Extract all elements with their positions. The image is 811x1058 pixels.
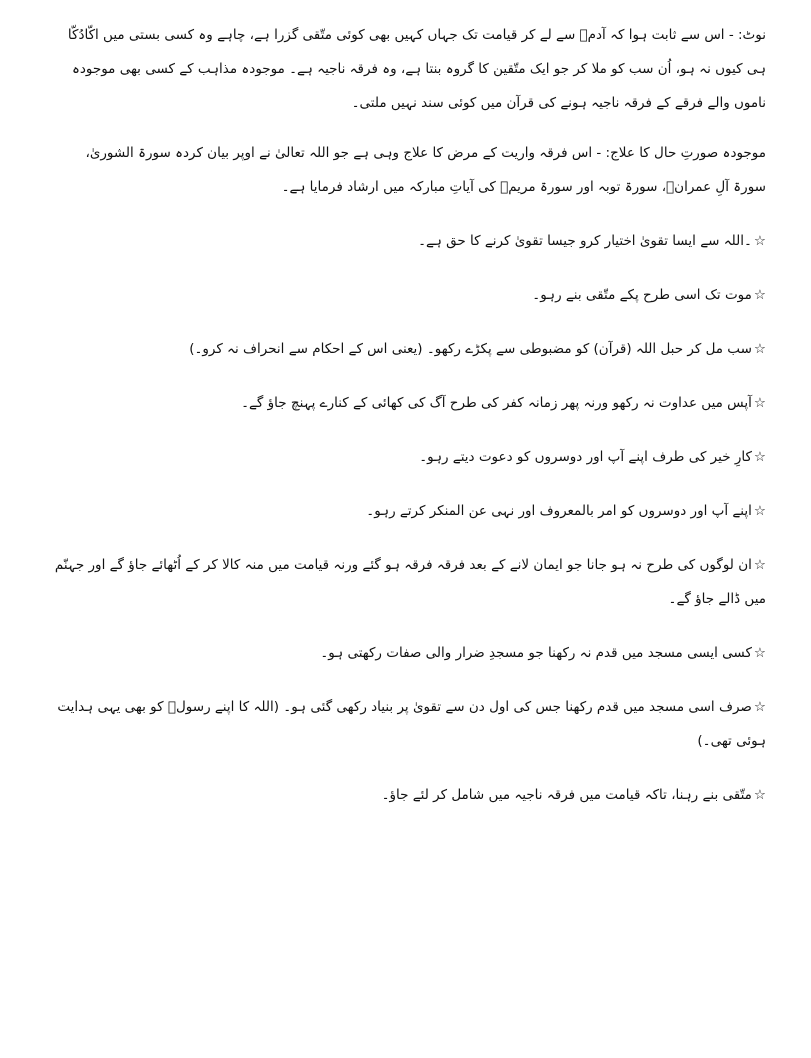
list-item-text: کارِ خیر کی طرف اپنے آپ اور دوسروں کو دعوت دیتے رہو۔ <box>419 449 752 465</box>
list-item <box>50 440 766 474</box>
list-item <box>50 636 766 670</box>
document-page <box>50 18 766 812</box>
star-icon: ☆ <box>753 645 766 661</box>
list-item-text: صرف اسی مسجد میں قدم رکھنا جس کی اول دن سے تقویٰ پر بنیاد رکھی گئی ہو۔ (اللہ کا اپنے رسولؐ کو بھی یہی ہدایت ہوئی تھی۔) <box>57 699 766 749</box>
remedy-paragraph: موجودہ صورتِ حال کا علاج: - اس فرقہ واریت کے مرض کا علاج وہی ہے جو اللہ تعالیٰ نے اوپر بیان کردہ سورۃ الشوریٰ، سورۃ آلِ عمرانؑ، سورۃ توبہ اور سورۃ مریمؑ کی آیاتِ مبارکہ میں ارشاد فرمایا ہے۔ <box>85 145 766 195</box>
list-item <box>50 494 766 528</box>
star-icon: ☆ <box>753 557 766 573</box>
list-item-text: ۔اللہ سے ایسا تقویٰ اختیار کرو جیسا تقویٰ کرنے کا حق ہے۔ <box>418 233 752 249</box>
list-item <box>50 548 766 616</box>
list-item <box>50 690 766 758</box>
list-item-text: آپس میں عداوت نہ رکھو ورنہ پھر زمانہ کفر کی طرح آگ کی کھائی کے کنارے پہنچ جاؤ گے۔ <box>241 395 752 411</box>
star-icon: ☆ <box>753 287 766 303</box>
list-item-text: ان لوگوں کی طرح نہ ہو جانا جو ایمان لانے کے بعد فرقہ فرقہ ہو گئے ورنہ قیامت میں منہ کالا کر کے اُٹھائے جاؤ گے اور جہنّم میں ڈالے جاؤ گے۔ <box>54 557 766 607</box>
list-item <box>50 778 766 812</box>
list-item <box>50 224 766 258</box>
list-item <box>50 386 766 420</box>
list-item-text: کسی ایسی مسجد میں قدم نہ رکھنا جو مسجدِ ضرار والی صفات رکھتی ہو۔ <box>320 645 752 661</box>
guidance-list <box>50 224 766 812</box>
list-item-text: اپنے آپ اور دوسروں کو امر بالمعروف اور نہی عن المنکر کرتے رہو۔ <box>366 503 752 519</box>
list-item-text: متّقی بنے رہنا، تاکہ قیامت میں فرقہ ناجیہ میں شامل کر لئے جاؤ۔ <box>381 787 752 803</box>
list-item <box>50 278 766 312</box>
star-icon: ☆ <box>753 233 766 249</box>
star-icon: ☆ <box>753 787 766 803</box>
list-item-text: موت تک اسی طرح پکے متّقی بنے رہو۔ <box>532 287 752 303</box>
paragraph-gap <box>50 120 766 136</box>
list-item-text: سب مل کر حبل اللہ (قرآن) کو مضبوطی سے پکڑے رکھو۔ (یعنی اس کے احکام سے انحراف نہ کرو۔) <box>189 341 752 357</box>
star-icon: ☆ <box>753 699 766 715</box>
star-icon: ☆ <box>753 503 766 519</box>
star-icon: ☆ <box>753 449 766 465</box>
list-item <box>50 332 766 366</box>
note-paragraph: نوٹ: - اس سے ثابت ہوا کہ آدمؑ سے لے کر قیامت تک جہاں کہیں بھی کوئی متّقی گزرا ہے، چاہے وہ کسی بستی میں اکّادُکّا ہی کیوں نہ ہو، اُن سب کو ملا کر جو ایک متّقین کا گروہ بنتا ہے، وہ فرقہ ناجیہ ہے۔ موجودہ مذاہب کے کسی بھی موجودہ ناموں والے فرقے کے فرقہ ناجیہ ہونے کی قرآن میں کوئی سند نہیں ملتی۔ <box>67 27 766 111</box>
star-icon: ☆ <box>753 395 766 411</box>
star-icon: ☆ <box>753 341 766 357</box>
